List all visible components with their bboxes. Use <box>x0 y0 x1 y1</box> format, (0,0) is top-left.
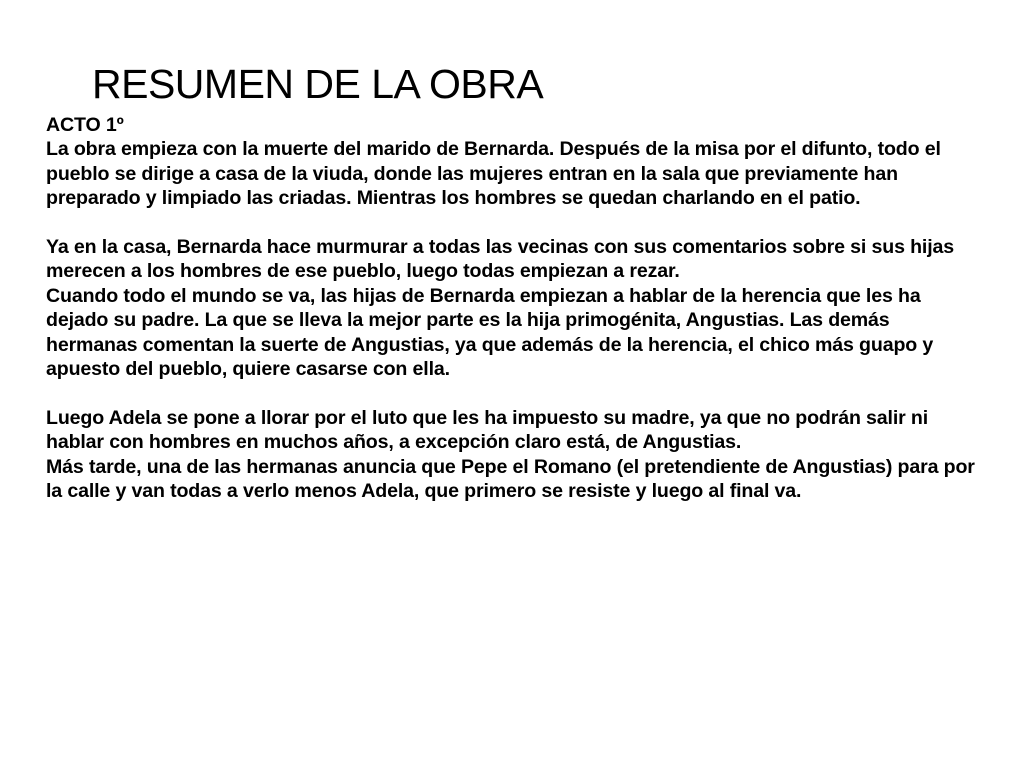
paragraph-adela-mourning: Luego Adela se pone a llorar por el luto que les ha impuesto su madre, ya que no podrán salir ni hablar con hombres en muchos años, a excepción claro está, de Angustias. <box>46 406 929 454</box>
slide-body <box>46 113 986 503</box>
paragraph-spacer <box>46 381 986 405</box>
act-heading: ACTO 1º <box>46 114 124 136</box>
paragraph-pepe-romano: Más tarde, una de las hermanas anuncia que Pepe el Romano (el pretendiente de Angustias) para por la calle y van todas a verlo menos Adela, que primero se resiste y luego al final va. <box>46 455 975 503</box>
paragraph-neighbors: Ya en la casa, Bernarda hace murmurar a todas las vecinas con sus comentarios sobre si sus hijas merecen a los hombres de ese pueblo, luego todas empiezan a rezar. <box>46 236 955 283</box>
paragraph-inheritance: Cuando todo el mundo se va, las hijas de Bernarda empiezan a hablar de la herencia que les ha dejado su padre. La que se lleva la mejor parte es la hija primogénita, Angustias. Las demás hermanas comentan la suerte de Angustias, ya que además de la herencia, el chico más guapo y apuesto del pueblo, quiere casarse con ella. <box>46 284 934 381</box>
paragraph-spacer <box>46 211 986 235</box>
slide-title: RESUMEN DE LA OBRA <box>92 61 544 107</box>
paragraph-death: La obra empieza con la muerte del marido de Bernarda. Después de la misa por el difunto, todo el pueblo se dirige a casa de la viuda, donde las mujeres entran en la sala que previamente han preparado y limpiado las criadas. Mientras los hombres se quedan charlando en el patio. <box>46 138 941 210</box>
